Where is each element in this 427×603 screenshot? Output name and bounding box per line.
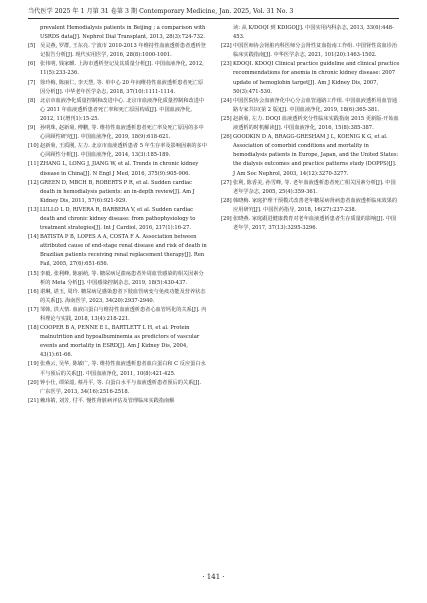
references-right-column — [221, 24, 400, 233]
reference-text: 谌琳, 谌玉, 周玲. 糖尿病足感染患者下肢血管病变与免疫功能及营养状态的关系[J]. 海南医学, 2023, 34(20):2937-2940. — [40, 288, 206, 304]
reference-entry — [221, 115, 400, 133]
reference-number: [9] — [28, 125, 36, 132]
reference-entry — [28, 324, 207, 360]
reference-number: [15] — [28, 270, 39, 277]
reference-number: [29] — [221, 215, 232, 222]
reference-number: [28] — [221, 197, 232, 204]
reference-entry — [28, 206, 207, 233]
reference-entry — [28, 124, 207, 142]
reference-text: ZHANG L, LONG J, JIANG W, et al. Trends in chronic kidney disease in China[J]. N Engl J Med, 2016, 375(9):905-906. — [40, 161, 199, 177]
reference-text: 钟小仕, 谭荣韶, 蔡丹平, 等. 白蛋白水平与血液透析患者预后的关系[J]. 广东医学, 2013, 34(16):2516-2518. — [40, 379, 202, 395]
reference-number: [23] — [221, 61, 232, 68]
reference-text: 北京市血液净化质量控制和改进中心. 北京市血液净化质量控制和改进中心 2011 年血液透析患者死亡率和死亡原因构成[J]. 中国血液净化, 2012, 11(增刊1):15-25. — [40, 97, 205, 122]
reference-text: 徐玲梅, 陈丽仁, 李天慧, 等. 单中心 20 年间维持性血液透析患者死亡原因分析[J]. 中华老年医学杂志, 2018, 37(10):1111-1114. — [40, 79, 204, 95]
reference-number: [20] — [28, 379, 39, 386]
reference-text: 赵新菊, 左力. DOQI 血液透析充分性临床实践指南 2015 更新版-开始血液透析的时机解读[J]. 中国血液净化, 2016, 15(8):385-387. — [233, 115, 399, 132]
reference-text: 赖玮婧, 刘芳, 付平. 慢性肾脏病评估及管理临床实践指南解 — [40, 397, 175, 404]
reference-number: [6] — [28, 61, 36, 68]
reference-number: [24] — [221, 97, 232, 104]
reference-number: [21] — [28, 397, 39, 404]
header-rule — [28, 18, 399, 19]
reference-number: [26] — [221, 134, 232, 141]
reference-entry — [221, 60, 400, 96]
running-header: 当代医学 2025 年 1 月第 31 卷第 3 期 Contemporary Medicine, Jan. 2025, Vol. 31 No. 3 — [28, 8, 294, 15]
reference-number: [18] — [28, 325, 39, 332]
reference-text: 孙明珠, 赵新菊, 傅鹏, 等. 维持性血液透析患者死亡率及死亡原因的多中心回顾性研究[J]. 中国血液净化, 2019, 18(9):618-621. — [40, 125, 204, 141]
reference-number: [11] — [28, 161, 39, 168]
reference-entry — [221, 42, 400, 60]
reference-entry — [28, 24, 207, 42]
reference-entry — [28, 60, 207, 78]
reference-text: 张晓燕. 家庭跟进健康教育对老年血液透析患者生存质量的影响[J]. 中国老年学, 2017, 37(13):3295-3296. — [233, 215, 397, 232]
reference-number: [12] — [28, 179, 39, 186]
reference-number: [17] — [28, 306, 39, 313]
reference-number: [7] — [28, 79, 36, 86]
reference-text: 张利, 陈香美, 孙雪峰, 等. 老年血液透析患者死亡相关因素分析[J]. 中国老年学杂志, 2005, 25(4):359-361. — [233, 179, 396, 195]
reference-entry — [28, 179, 207, 206]
reference-text: KDOQI. KDOQI Clinical practice guideline and clinical practice recommendations for anemia in chronic kidney disease: 2007 update of hemoglobin target[J]. Am J Kidney Dis, 2007, 50(3):471-530. — [233, 61, 400, 95]
reference-entry — [28, 142, 207, 160]
reference-text: 邹韩, 洪大情. 血液白蛋白与维持性血液透析患者心血管钙化的关系[J]. 内科理论与实践, 2018, 13(4):218-221. — [40, 306, 207, 322]
reference-entry — [221, 197, 400, 215]
reference-entry — [28, 288, 207, 306]
reference-entry — [28, 360, 207, 378]
reference-number: [25] — [221, 115, 232, 122]
reference-text: prevalent Hemodialysis patients in Beijing ; a comparison with USRDS data[J]. Nephrol Dial Transplant, 2013, 28(3):724-732. — [40, 25, 206, 41]
reference-text: 张伟明, 钱家麒. 上海市透析登记及其质量分析[J]. 中国血液净化, 2012, 11(5):233-236. — [40, 61, 204, 77]
reference-number: [13] — [28, 206, 39, 213]
reference-text: 中国医师协会肾脏内科医师分会肾性贫血指南工作组. 中国肾性贫血诊治临床实践指南[J]. 中华医学杂志, 2021, 101(20):1463-1502. — [233, 43, 398, 59]
reference-text: 中国医院协会血液净化中心分会血管通路工作组. 中国血液透析用血管通路专家共识(第 2 版)[J]. 中国血液净化, 2019, 18(6):365-381. — [233, 97, 398, 113]
reference-number: [27] — [221, 179, 232, 186]
reference-number: [16] — [28, 288, 39, 295]
reference-text: BATISTA P B, LOPES A A, COSTA F A. Association between attributed cause of end-stage renal disease and risk of death in Brazilian patients receiving renal replacement therapy[J]. Ren Fail, 2005, 27(6):651-656. — [40, 234, 207, 268]
reference-entry — [28, 160, 207, 178]
reference-number: [5] — [28, 43, 36, 50]
references-left-column — [28, 24, 207, 406]
reference-text: 张燕云, 吴华, 陈敏广, 等. 维持性血液透析患者血白蛋白和 C 反应蛋白水平与预后的关系[J]. 中国血液净化, 2011, 10(8):421-425. — [40, 361, 206, 377]
reference-number: [22] — [221, 43, 232, 50]
reference-entry — [221, 133, 400, 178]
reference-entry — [28, 270, 207, 288]
reference-entry — [221, 215, 400, 233]
reference-entry — [28, 79, 207, 97]
reference-text: COOPER B A, PENNE E L, BARTLETT L H, et al. Protein malnutrition and hypoalbuminemia as predictors of vascular events and mortality in ESRD[J]. Am J Kidney Dis, 2004, 43(1):61-66. — [40, 325, 200, 359]
reference-text: 赵新菊, 王质刚, 左力. 北京市血液透析患者 5 年生存率及影响因素的多中心回顾性分析[J]. 中国血液净化, 2014, 13(3):185-189. — [40, 143, 207, 159]
reference-entry — [221, 179, 400, 197]
reference-entry — [28, 379, 207, 397]
reference-entry — [28, 306, 207, 324]
reference-text: GREEN D, MBCH B, ROBERTS P R, et al. Sudden cardiac death in hemodialysis patients: an in-depth review[J]. Am J Kidney Dis, 2011, 57(6):921-929. — [40, 179, 195, 204]
reference-entry — [28, 97, 207, 124]
reference-number: [10] — [28, 143, 39, 150]
reference-number: [8] — [28, 97, 36, 104]
reference-text: 李毅, 张利峰, 陈丽萌, 等. 糖尿病足溃疡患者外周血管感染的相关因素分析的 Meta 分析[J]. 中国感染控制杂志, 2019, 18(5):430-437. — [40, 270, 204, 286]
reference-entry — [28, 42, 207, 60]
reference-number: [14] — [28, 234, 39, 241]
reference-entry — [221, 97, 400, 115]
reference-text: 韩晓梅. 家庭护理干预模式改善老年糖尿病肾病患者血液透析临床效果的应用研究[J]. 中国医药指导, 2018, 16(27):237-238. — [233, 197, 398, 213]
reference-text: 吴灵燕, 罗群, 王东亮. 宁波市 2010-2013 年维持性血液透析患者透析登记报告分析[J]. 现代实用医学, 2016, 28(8):1000-1001. — [40, 43, 206, 59]
reference-text: LULLO L D, RIVERA R, BARBERA V, et al. Sudden cardiac death and chronic kidney disease: from pathophysiology to treatment strategies[J]. Int J Cardiol, 2016, 217(1):16-27. — [40, 206, 196, 232]
page-number: · 141 · — [202, 573, 225, 581]
reference-text: GOODKIN D A, BRAGG-GRESHAM J L, KOENIG K G, et al. Association of comorbid conditions and mortality in hemodialysis patients in Europe, Japan, and the United States: the dialysis outcomes and practice patterns study (DOPPS)[J]. J Am Soc Nephrol, 2003, 14(12):3270-3277. — [233, 134, 399, 177]
reference-entry — [28, 397, 207, 406]
reference-text: 读: 从 K/DOQI 到 KDIGO[J]. 中国实用内科杂志, 2013, 33(6):448-453. — [233, 25, 394, 41]
reference-number: [19] — [28, 361, 39, 368]
reference-entry — [28, 233, 207, 269]
reference-entry — [221, 24, 400, 42]
